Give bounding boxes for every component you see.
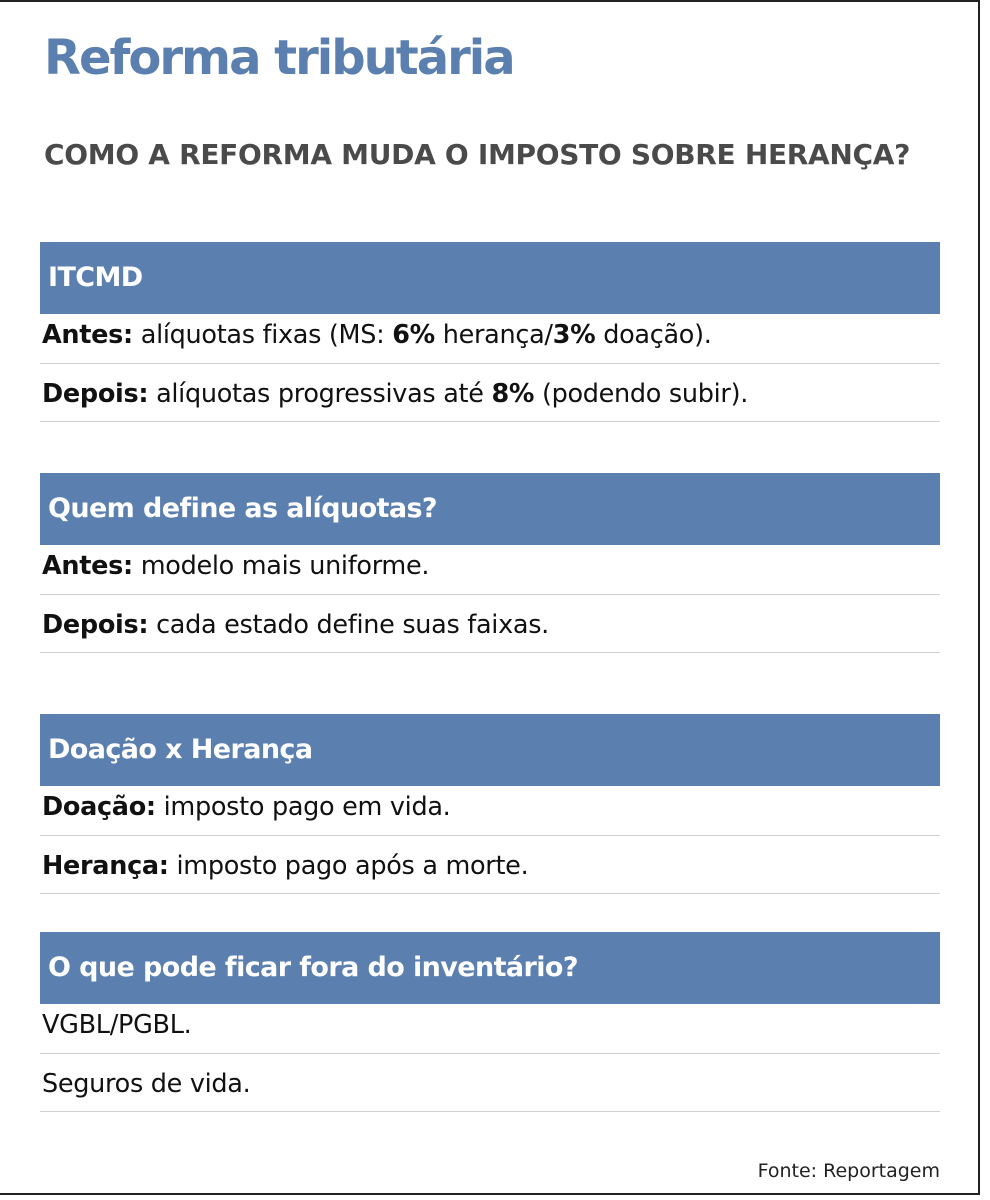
highlight-value: 6%	[392, 320, 435, 350]
section-header-itcmd: ITCMD	[40, 242, 940, 314]
row-text: imposto pago em vida.	[155, 792, 451, 822]
section-fora-inventario	[40, 932, 940, 1112]
row-text: alíquotas fixas (MS:	[132, 320, 393, 350]
row-doacao	[40, 786, 940, 836]
section-doacao-heranca	[40, 714, 940, 894]
page-subtitle: COMO A REFORMA MUDA O IMPOSTO SOBRE HERANÇA?	[44, 138, 911, 171]
page-title: Reforma tributária	[44, 30, 514, 86]
row-text: cada estado define suas faixas.	[148, 610, 549, 640]
row-label: Antes:	[42, 320, 133, 350]
section-quem-define	[40, 473, 940, 653]
row-quem-define-antes	[40, 545, 940, 595]
row-label: Doação:	[42, 792, 156, 822]
row-text: modelo mais uniforme.	[132, 551, 430, 581]
row-label: Depois:	[42, 610, 149, 640]
row-itcmd-depois	[40, 364, 940, 422]
row-label: Antes:	[42, 551, 133, 581]
row-text: herança/	[434, 320, 553, 350]
row-text: (podendo subir).	[534, 379, 749, 409]
source-credit: Fonte: Reportagem	[757, 1160, 940, 1182]
row-text: VGBL/PGBL.	[42, 1010, 192, 1040]
highlight-value: 3%	[552, 320, 596, 350]
highlight-value: 8%	[491, 379, 535, 409]
row-vgbl-pgbl	[40, 1004, 940, 1054]
row-label: Depois:	[42, 379, 149, 409]
row-quem-define-depois	[40, 595, 940, 653]
row-text: alíquotas progressivas até	[148, 379, 492, 409]
row-heranca	[40, 836, 940, 894]
row-label: Herança:	[42, 851, 169, 881]
section-header-quem-define: Quem define as alíquotas?	[40, 473, 940, 545]
row-itcmd-antes	[40, 314, 940, 364]
row-text: doação).	[595, 320, 712, 350]
row-seguros-de-vida	[40, 1054, 940, 1112]
section-itcmd	[40, 242, 940, 422]
row-text: imposto pago após a morte.	[168, 851, 529, 881]
row-text: Seguros de vida.	[42, 1069, 251, 1099]
section-header-doacao-heranca: Doação x Herança	[40, 714, 940, 786]
section-header-fora-inventario: O que pode ficar fora do inventário?	[40, 932, 940, 1004]
